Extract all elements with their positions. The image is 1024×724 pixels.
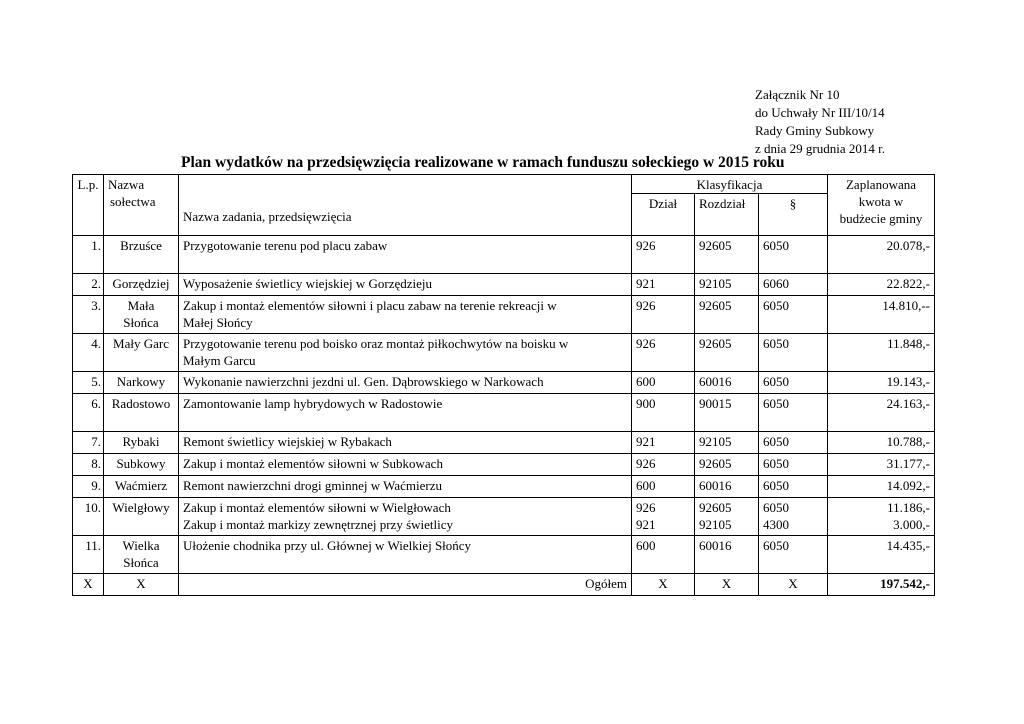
row-lp: 11. (73, 536, 104, 574)
total-lp: X (73, 574, 104, 596)
page-title: Plan wydatków na przedsięwzięcia realizowane w ramach funduszu sołeckiego w 2015 roku (181, 154, 785, 171)
row-task-line: Małym Garcu (183, 353, 256, 368)
row-amount-line: 20.078,- (886, 238, 930, 253)
header-village-line: sołectwa (110, 194, 156, 209)
row-amount (828, 454, 935, 476)
row-task (179, 236, 632, 274)
row-paragraph-line: 6050 (763, 374, 789, 389)
row-rozdzial (695, 274, 759, 296)
row-village-line: Brzuśce (120, 238, 162, 253)
header-amount (828, 175, 935, 236)
row-village (104, 296, 179, 334)
header-paragraph: § (759, 194, 828, 236)
row-rozdzial (695, 236, 759, 274)
row-task (179, 274, 632, 296)
row-paragraph-line: 6050 (763, 336, 789, 351)
row-village-line: Gorzędziej (112, 276, 170, 291)
table-row (73, 296, 935, 334)
row-rozdzial (695, 498, 759, 536)
row-lp: 2. (73, 274, 104, 296)
row-paragraph-line: 6050 (763, 298, 789, 313)
row-amount (828, 476, 935, 498)
row-paragraph (759, 454, 828, 476)
header-dzial: Dział (632, 194, 695, 236)
table-row (73, 274, 935, 296)
row-amount (828, 274, 935, 296)
row-amount-line: 14.810,-- (882, 298, 930, 313)
row-paragraph (759, 536, 828, 574)
annex-line: Rady Gminy Subkowy (755, 123, 875, 138)
row-village (104, 536, 179, 574)
row-rozdzial-line: 60016 (699, 478, 732, 493)
row-dzial-line: 921 (636, 434, 656, 449)
row-amount-line: 24.163,- (886, 396, 930, 411)
row-task (179, 394, 632, 432)
total-village: X (104, 574, 179, 596)
row-dzial (632, 296, 695, 334)
row-rozdzial-line: 92605 (699, 456, 732, 471)
row-task (179, 432, 632, 454)
table-row (73, 236, 935, 274)
row-task (179, 476, 632, 498)
row-dzial (632, 498, 695, 536)
row-paragraph (759, 476, 828, 498)
total-amount: 197.542,- (828, 574, 935, 596)
total-rozdzial: X (695, 574, 759, 596)
row-rozdzial-line: 90015 (699, 396, 732, 411)
row-task-line: Przygotowanie terenu pod placu zabaw (183, 238, 388, 253)
row-paragraph-line: 6050 (763, 500, 789, 515)
row-task-line: Ułożenie chodnika przy ul. Głównej w Wielkiej Słońcy (183, 538, 472, 553)
header-village-line: Nazwa (108, 177, 145, 192)
row-amount-line: 11.186,- (887, 500, 930, 515)
row-village (104, 334, 179, 372)
row-lp: 10. (73, 498, 104, 536)
row-dzial (632, 372, 695, 394)
row-amount (828, 296, 935, 334)
row-rozdzial (695, 372, 759, 394)
row-village-line: Mała (127, 298, 155, 313)
table-row (73, 476, 935, 498)
row-paragraph (759, 432, 828, 454)
row-dzial (632, 236, 695, 274)
row-amount (828, 536, 935, 574)
row-paragraph (759, 296, 828, 334)
row-amount (828, 394, 935, 432)
row-lp: 4. (73, 334, 104, 372)
row-dzial-line: 926 (636, 456, 656, 471)
row-amount-line: 22.822,- (886, 276, 930, 291)
row-village-line: Rybaki (122, 434, 160, 449)
row-amount-line: 3.000,- (893, 517, 930, 532)
row-dzial (632, 394, 695, 432)
row-amount-line: 14.092,- (886, 478, 930, 493)
row-paragraph-line: 4300 (763, 517, 789, 532)
row-village (104, 432, 179, 454)
row-dzial (632, 274, 695, 296)
row-village-line: Narkowy (116, 374, 166, 389)
row-dzial (632, 432, 695, 454)
row-rozdzial (695, 394, 759, 432)
table-row (73, 394, 935, 432)
row-rozdzial (695, 296, 759, 334)
row-village (104, 476, 179, 498)
annex-line: Załącznik Nr 10 (755, 87, 840, 102)
annex-line: z dnia 29 grudnia 2014 r. (755, 141, 885, 156)
row-lp: 3. (73, 296, 104, 334)
row-rozdzial-line: 92605 (699, 500, 732, 515)
row-task-line: Zakup i montaż elementów siłowni w Wielgłowach (183, 500, 451, 515)
row-rozdzial-line: 92105 (699, 517, 732, 532)
row-rozdzial (695, 536, 759, 574)
header-rozdzial: Rozdział (695, 194, 759, 236)
row-task-line: Wykonanie nawierzchni jezdni ul. Gen. Dąbrowskiego w Narkowach (183, 374, 544, 389)
annex-header (755, 86, 1015, 158)
row-rozdzial-line: 60016 (699, 374, 732, 389)
row-task-line: Zamontowanie lamp hybrydowych w Radostowie (183, 396, 443, 411)
row-task-line: Zakup i montaż elementów siłowni w Subkowach (183, 456, 443, 471)
header-amount-line: kwota w (858, 194, 904, 209)
total-dzial: X (632, 574, 695, 596)
header-village (104, 175, 179, 236)
row-lp: 6. (73, 394, 104, 432)
row-dzial-line: 926 (636, 238, 656, 253)
row-dzial (632, 454, 695, 476)
row-rozdzial-line: 92105 (699, 434, 732, 449)
total-paragraph: X (759, 574, 828, 596)
row-dzial-line: 926 (636, 500, 656, 515)
row-amount (828, 372, 935, 394)
header-classification: Klasyfikacja (632, 175, 828, 194)
row-village-line: Słońca (123, 315, 159, 330)
total-row (73, 574, 935, 596)
row-task (179, 296, 632, 334)
row-amount (828, 334, 935, 372)
row-dzial (632, 476, 695, 498)
header-amount-line: budżecie gminy (839, 211, 923, 226)
row-village-line: Waćmierz (114, 478, 168, 493)
row-amount (828, 236, 935, 274)
row-village-line: Słońca (123, 555, 159, 570)
table-row (73, 334, 935, 372)
row-lp: 5. (73, 372, 104, 394)
row-task-line: Zakup i montaż elementów siłowni i placu zabaw na terenie rekreacji w (183, 298, 557, 313)
header-task: Nazwa zadania, przedsięwzięcia (179, 175, 632, 236)
row-dzial-line: 600 (636, 538, 656, 553)
table-row (73, 372, 935, 394)
row-paragraph (759, 334, 828, 372)
row-lp: 9. (73, 476, 104, 498)
row-task-line: Małej Słońcy (183, 315, 253, 330)
table-row (73, 498, 935, 536)
row-paragraph-line: 6050 (763, 478, 789, 493)
row-paragraph-line: 6050 (763, 238, 789, 253)
row-rozdzial-line: 60016 (699, 538, 732, 553)
row-amount-line: 31.177,- (886, 456, 930, 471)
row-rozdzial (695, 432, 759, 454)
row-task (179, 498, 632, 536)
row-village-line: Radostowo (111, 396, 171, 411)
row-village (104, 394, 179, 432)
row-paragraph (759, 498, 828, 536)
row-rozdzial (695, 454, 759, 476)
row-paragraph (759, 274, 828, 296)
row-task (179, 334, 632, 372)
row-paragraph-line: 6050 (763, 396, 789, 411)
row-lp: 8. (73, 454, 104, 476)
table-row (73, 432, 935, 454)
header-row (73, 175, 935, 194)
row-paragraph (759, 372, 828, 394)
row-task (179, 372, 632, 394)
row-village (104, 274, 179, 296)
row-paragraph (759, 394, 828, 432)
row-task-line: Zakup i montaż markizy zewnętrznej przy świetlicy (183, 517, 454, 532)
row-amount (828, 498, 935, 536)
total-label: Ogółem (179, 574, 632, 596)
row-dzial-line: 600 (636, 374, 656, 389)
row-village (104, 372, 179, 394)
row-task (179, 454, 632, 476)
row-rozdzial (695, 334, 759, 372)
row-task-line: Remont nawierzchni drogi gminnej w Waćmierzu (183, 478, 442, 493)
row-task-line: Przygotowanie terenu pod boisko oraz montaż piłkochwytów na boisku w (183, 336, 569, 351)
header-amount-line: Zaplanowana (845, 177, 917, 192)
annex-line: do Uchwały Nr III/10/14 (755, 105, 885, 120)
row-village (104, 498, 179, 536)
row-dzial (632, 334, 695, 372)
row-dzial-line: 921 (636, 517, 656, 532)
table-row (73, 536, 935, 574)
table-row (73, 454, 935, 476)
row-task (179, 536, 632, 574)
row-paragraph-line: 6060 (763, 276, 789, 291)
row-rozdzial-line: 92605 (699, 298, 732, 313)
row-amount-line: 19.143,- (886, 374, 930, 389)
row-amount-line: 14.435,- (886, 538, 930, 553)
header-lp: L.p. (73, 175, 104, 236)
row-rozdzial (695, 476, 759, 498)
row-village-line: Mały Garc (113, 336, 169, 351)
row-task-line: Remont świetlicy wiejskiej w Rybakach (183, 434, 392, 449)
expense-plan-table (72, 174, 935, 596)
row-dzial-line: 926 (636, 336, 656, 351)
row-village (104, 454, 179, 476)
row-rozdzial-line: 92105 (699, 276, 732, 291)
row-paragraph-line: 6050 (763, 456, 789, 471)
row-task-line: Wyposażenie świetlicy wiejskiej w Gorzędzieju (183, 276, 433, 291)
row-rozdzial-line: 92605 (699, 336, 732, 351)
row-lp: 7. (73, 432, 104, 454)
row-dzial-line: 900 (636, 396, 656, 411)
row-village-line: Subkowy (116, 456, 166, 471)
row-paragraph-line: 6050 (763, 538, 789, 553)
row-dzial (632, 536, 695, 574)
row-paragraph (759, 236, 828, 274)
row-dzial-line: 921 (636, 276, 656, 291)
row-dzial-line: 600 (636, 478, 656, 493)
row-village (104, 236, 179, 274)
row-amount (828, 432, 935, 454)
row-amount-line: 11.848,- (887, 336, 930, 351)
row-village-line: Wielka (122, 538, 160, 553)
row-paragraph-line: 6050 (763, 434, 789, 449)
row-rozdzial-line: 92605 (699, 238, 732, 253)
row-amount-line: 10.788,- (886, 434, 930, 449)
row-village-line: Wielgłowy (112, 500, 170, 515)
row-lp: 1. (73, 236, 104, 274)
row-dzial-line: 926 (636, 298, 656, 313)
